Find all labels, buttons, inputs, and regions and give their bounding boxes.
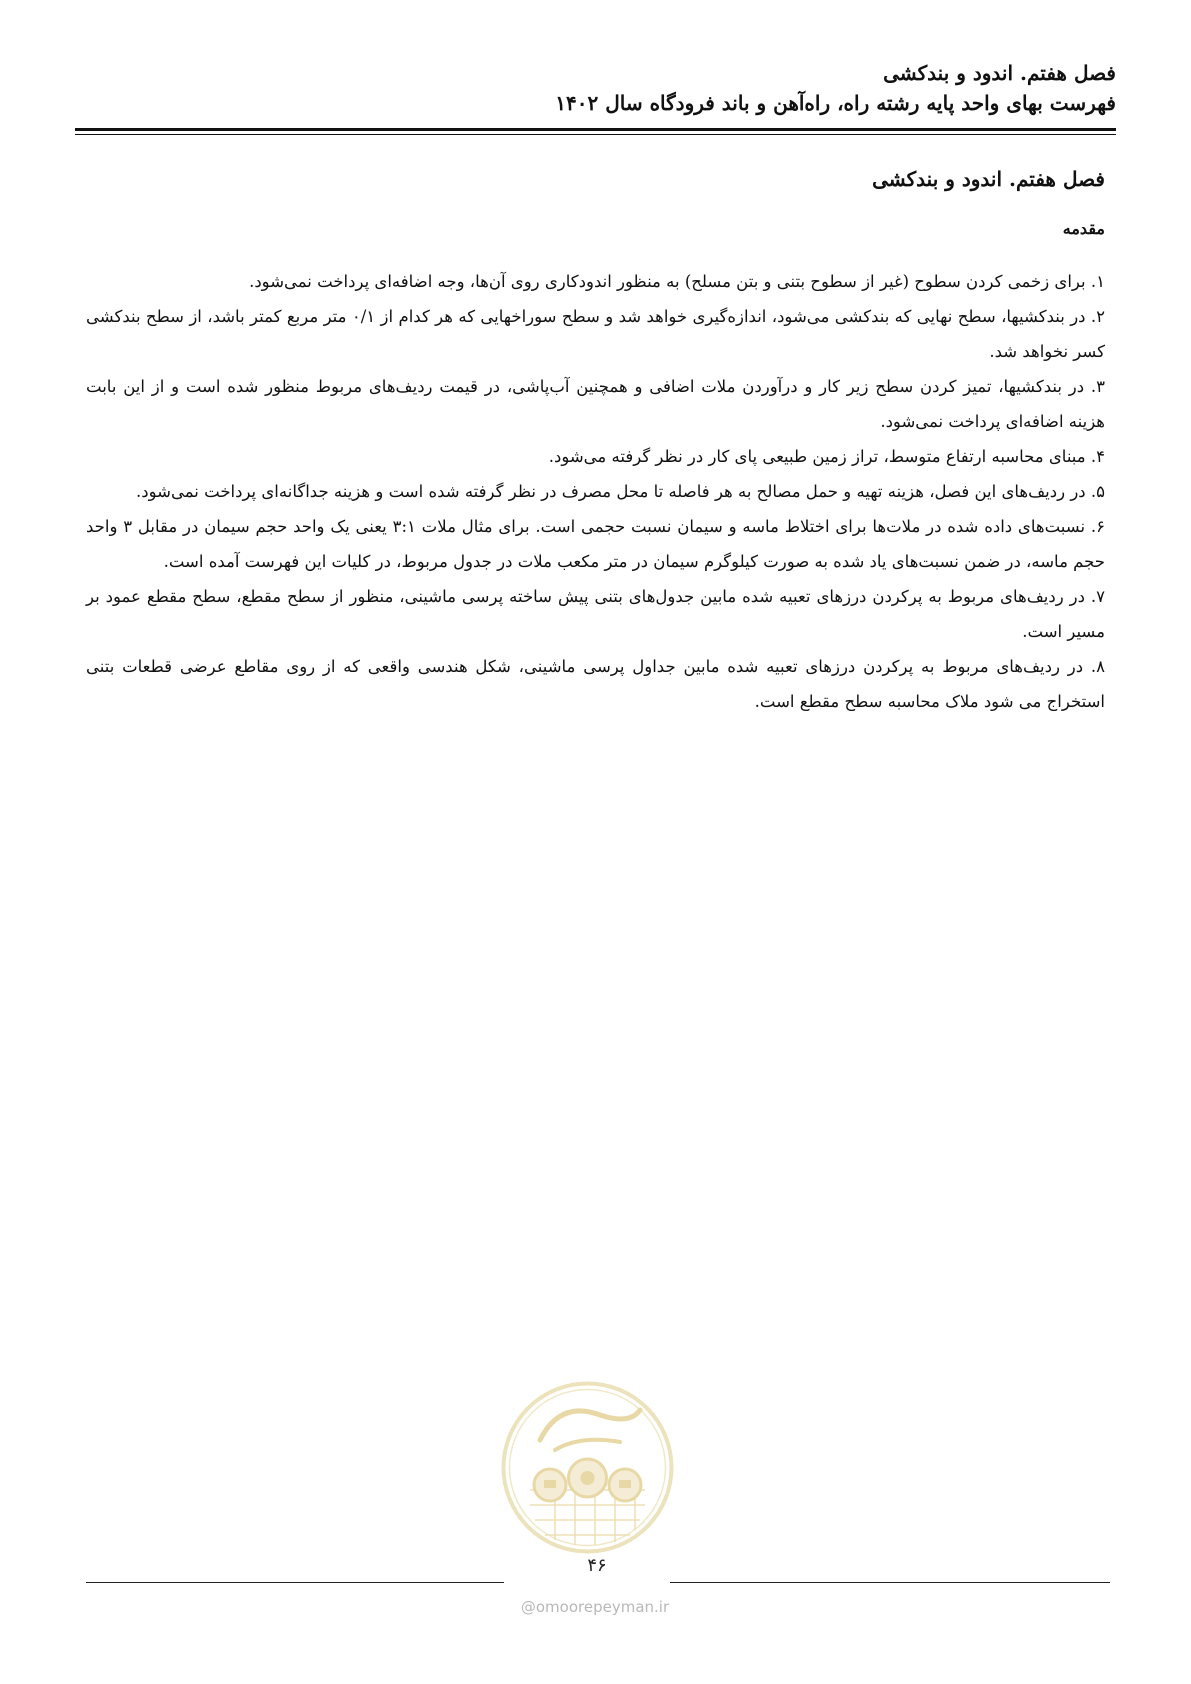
page-number: ۴۶ xyxy=(587,1555,607,1576)
watermark-logo-icon xyxy=(500,1380,675,1555)
header-rule-thick xyxy=(75,128,1116,131)
running-header xyxy=(75,58,1116,118)
paragraph-3: ۳. در بندکشیها، تمیز کردن سطح زیر کار و درآوردن ملات اضافی و همچنین آب‌پاشی، در قیمت ردیف‌های مربوط منظور شده است و از این بابت هزینه اضافه‌ای پرداخت نمی‌شود. xyxy=(86,377,1105,431)
paragraph-2: ۲. در بندکشیها، سطح نهایی که بندکشی می‌شود، اندازه‌گیری خواهد شد و سطح سوراخهایی که هر کدام از ۰/۱ متر مربع کمتر باشد، از سطح بندکشی کسر نخواهد شد. xyxy=(86,307,1106,361)
paragraph-6: ۶. نسبت‌های داده شده در ملات‌ها برای اختلاط ماسه و سیمان نسبت حجمی است. برای مثال ملات ۳:۱ یعنی یک واحد حجم سیمان در مقابل ۳ واحد حجم ماسه، در ضمن نسبت‌های یاد شده به صورت کیلوگرم سیمان در متر مکعب ملات در جدول مربوط، در کلیات این فهرست آمده است. xyxy=(86,517,1105,571)
footer-rule-right xyxy=(670,1582,1110,1583)
header-chapter-line: فصل هفتم. اندود و بندکشی xyxy=(883,61,1116,85)
header-rule-thin xyxy=(75,134,1116,135)
main-content xyxy=(86,160,1105,719)
paragraph-4: ۴. مبنای محاسبه ارتفاع متوسط، تراز زمین طبیعی پای کار در نظر گرفته می‌شود. xyxy=(548,447,1105,466)
paragraph-list xyxy=(86,264,1105,719)
chapter-title: فصل هفتم. اندود و بندکشی xyxy=(872,167,1105,191)
footer-rule-left xyxy=(86,1582,504,1583)
paragraph-7: ۷. در ردیف‌های مربوط به پرکردن درزهای تعبیه شده مابین جدول‌های بتنی پیش ساخته پرسی ماشینی، منظور از سطح مقطع، سطح مقطع عمود بر مسیر است. xyxy=(86,587,1105,641)
paragraph-8: ۸. در ردیف‌های مربوط به پرکردن درزهای تعبیه شده مابین جداول پرسی ماشینی، شکل هندسی واقعی که از روی مقاطع عرضی قطعات بتنی استخراج می شود ملاک محاسبه سطح مقطع است. xyxy=(86,657,1105,711)
paragraph-5: ۵. در ردیف‌های این فصل، هزینه تهیه و حمل مصالح به هر فاصله تا محل مصرف در نظر گرفته شده است و هزینه جداگانه‌ای پرداخت نمی‌شود. xyxy=(136,482,1105,501)
paragraph-1: ۱. برای زخمی کردن سطوح (غیر از سطوح بتنی و بتن مسلح) به منظور اندودکاری روی آن‌ها، وجه اضافه‌ای پرداخت نمی‌شود. xyxy=(249,272,1105,291)
footer-site-handle: @omoorepeyman.ir xyxy=(520,1598,670,1616)
header-list-title: فهرست بهای واحد پایه رشته راه، راه‌آهن و باند فرودگاه سال ۱۴۰۲ xyxy=(555,91,1116,115)
intro-heading: مقدمه xyxy=(1062,219,1105,238)
